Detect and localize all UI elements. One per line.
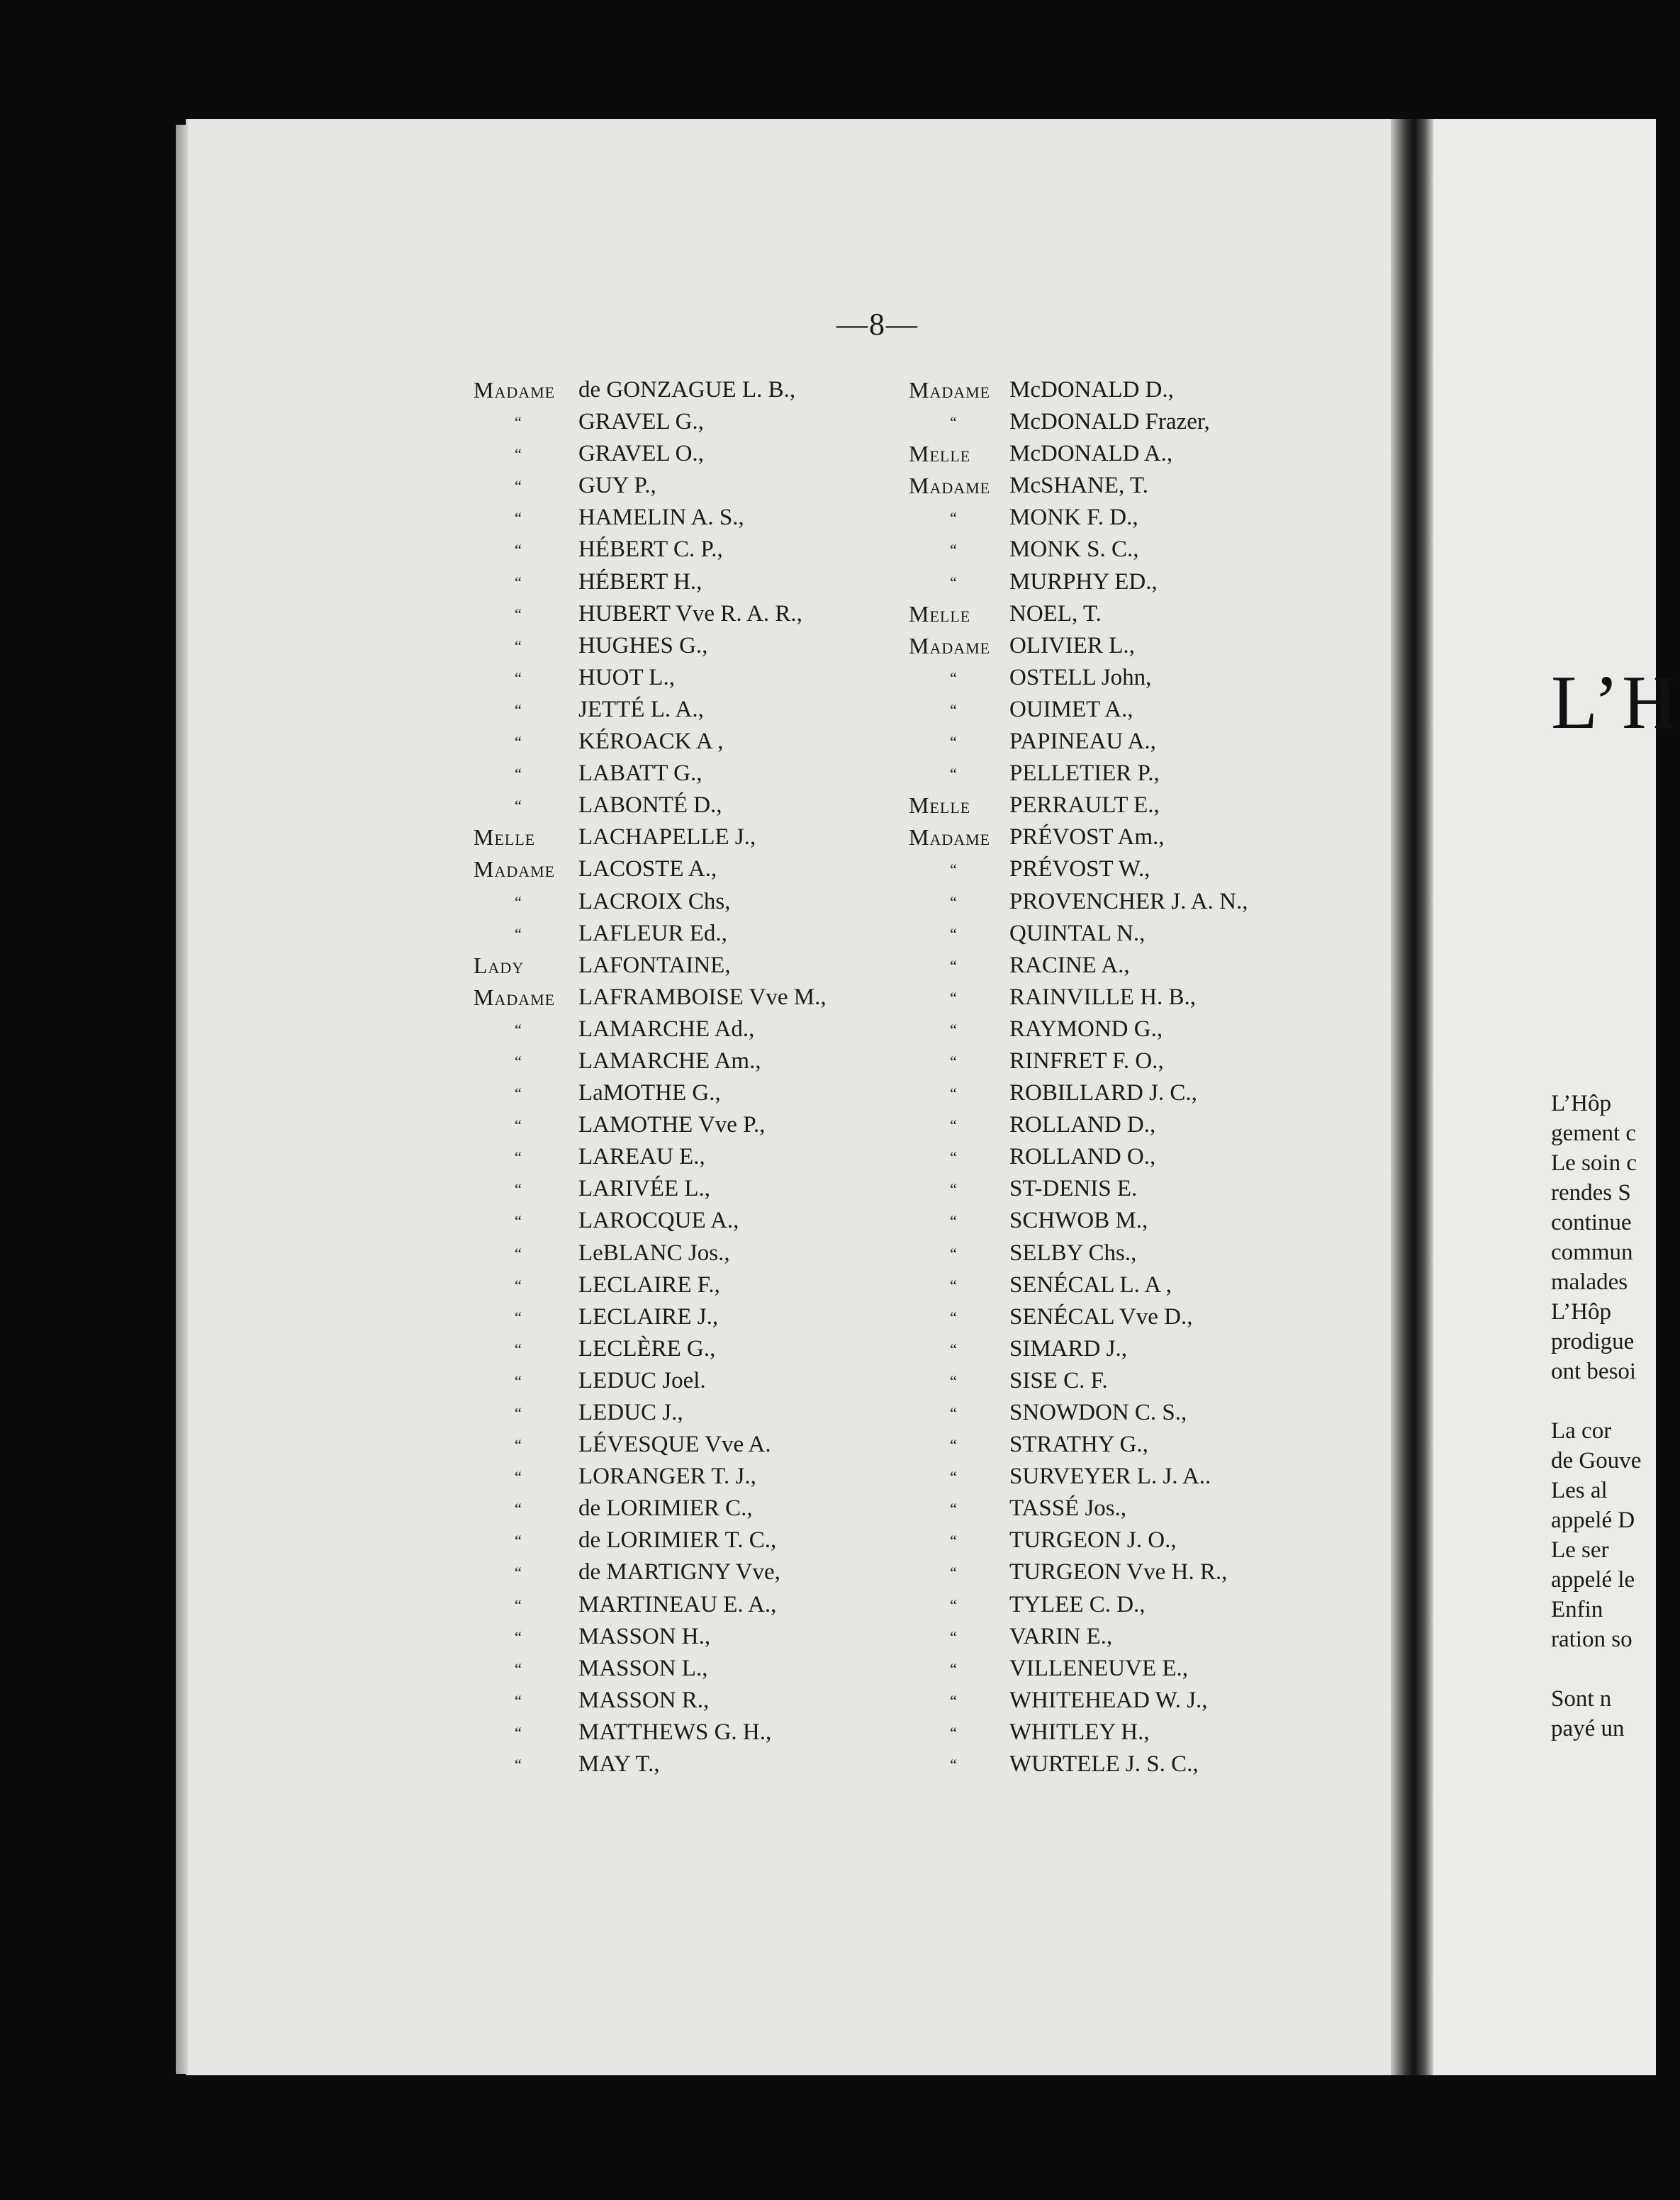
ditto-mark: “ bbox=[515, 1404, 522, 1422]
person-name: GRAVEL O., bbox=[578, 441, 704, 467]
page-number: —8— bbox=[836, 307, 919, 342]
list-item bbox=[474, 1014, 755, 1045]
list-item bbox=[474, 853, 717, 885]
ditto-mark: “ bbox=[950, 1052, 958, 1070]
ditto-mark: “ bbox=[950, 1180, 958, 1199]
list-item bbox=[909, 790, 1160, 821]
ditto-mark: “ bbox=[515, 1340, 522, 1358]
list-item bbox=[474, 1141, 705, 1173]
person-name: LACHAPELLE J., bbox=[578, 824, 756, 851]
list-item bbox=[909, 1238, 1137, 1269]
list-item bbox=[909, 726, 1156, 758]
list-item bbox=[474, 502, 744, 534]
list-item bbox=[909, 1109, 1156, 1141]
person-name: JETTÉ L. A., bbox=[578, 696, 704, 722]
person-name: LAREAU E., bbox=[578, 1144, 705, 1170]
honorific: Madame bbox=[474, 984, 556, 1010]
list-item bbox=[909, 534, 1139, 566]
list-item bbox=[909, 1365, 1108, 1397]
person-name: RAINVILLE H. B., bbox=[1009, 984, 1197, 1010]
list-item bbox=[474, 1077, 721, 1109]
person-name: LABATT G., bbox=[578, 761, 702, 787]
list-item bbox=[474, 1685, 710, 1717]
list-item bbox=[474, 1269, 720, 1301]
list-item bbox=[474, 1301, 719, 1333]
list-item bbox=[474, 1205, 739, 1237]
list-item bbox=[909, 1749, 1199, 1780]
person-name: McDONALD Frazer, bbox=[1009, 409, 1210, 435]
person-name: MASSON R., bbox=[578, 1687, 710, 1713]
person-name: RAYMOND G., bbox=[1009, 1016, 1163, 1042]
ditto-mark: “ bbox=[950, 765, 958, 783]
paragraph-line: L’Hôp bbox=[1551, 1091, 1611, 1116]
ditto-mark: “ bbox=[515, 1148, 522, 1167]
honorific: Melle bbox=[909, 600, 971, 627]
person-name: MASSON H., bbox=[578, 1623, 711, 1649]
list-item bbox=[909, 598, 1102, 630]
ditto-mark: “ bbox=[950, 1148, 958, 1167]
paragraph-line: Le ser bbox=[1551, 1537, 1609, 1563]
ditto-mark: “ bbox=[950, 1340, 958, 1358]
list-item bbox=[909, 662, 1152, 694]
honorific: Melle bbox=[909, 441, 971, 467]
list-item bbox=[474, 982, 827, 1014]
person-name: PELLETIER P., bbox=[1009, 761, 1160, 787]
ditto-mark: “ bbox=[515, 1627, 522, 1646]
paragraph-line bbox=[1551, 1654, 1641, 1684]
person-name: LORANGER T. J., bbox=[578, 1464, 756, 1490]
list-item bbox=[909, 1685, 1208, 1717]
list-item bbox=[909, 1493, 1127, 1525]
honorific: Madame bbox=[909, 377, 991, 403]
ditto-mark: “ bbox=[950, 1691, 958, 1710]
paragraph-line: continue bbox=[1551, 1210, 1632, 1235]
person-name: LAFONTAINE, bbox=[578, 952, 731, 978]
list-item bbox=[474, 950, 731, 982]
person-name: LACROIX Chs, bbox=[578, 888, 731, 914]
list-item bbox=[909, 1621, 1113, 1653]
paragraph-line: Enfin bbox=[1551, 1597, 1603, 1622]
paragraph-line: prodigue bbox=[1551, 1329, 1635, 1354]
person-name: STRATHY G., bbox=[1009, 1432, 1148, 1458]
list-item bbox=[909, 1269, 1172, 1301]
list-item bbox=[909, 1653, 1189, 1685]
person-name: LeBLANC Jos., bbox=[578, 1240, 730, 1266]
ditto-mark: “ bbox=[515, 1276, 522, 1294]
person-name: PROVENCHER J. A. N., bbox=[1009, 888, 1248, 914]
person-name: HAMELIN A. S., bbox=[578, 505, 744, 531]
person-name: LEDUC Joel. bbox=[578, 1367, 706, 1393]
list-item bbox=[909, 1141, 1156, 1173]
person-name: McDONALD D., bbox=[1009, 377, 1174, 403]
person-name: LACOSTE A., bbox=[578, 856, 717, 882]
honorific: Melle bbox=[474, 824, 536, 851]
person-name: SIMARD J., bbox=[1009, 1335, 1127, 1362]
list-item bbox=[909, 918, 1146, 950]
ditto-mark: “ bbox=[515, 797, 522, 815]
ditto-mark: “ bbox=[515, 1052, 522, 1070]
paragraph-line: de Gouve bbox=[1551, 1448, 1642, 1474]
person-name: SENÉCAL Vve D., bbox=[1009, 1303, 1193, 1330]
list-item bbox=[909, 982, 1197, 1014]
person-name: VILLENEUVE E., bbox=[1009, 1655, 1189, 1681]
list-item bbox=[474, 1045, 761, 1077]
list-item bbox=[474, 1525, 777, 1556]
person-name: HUOT L., bbox=[578, 664, 675, 690]
list-item bbox=[474, 726, 724, 758]
person-name: LAFLEUR Ed., bbox=[578, 920, 727, 946]
ditto-mark: “ bbox=[515, 1659, 522, 1678]
person-name: WURTELE J. S. C., bbox=[1009, 1751, 1199, 1778]
person-name: MASSON L., bbox=[578, 1655, 708, 1681]
list-item bbox=[909, 566, 1158, 598]
ditto-mark: “ bbox=[950, 1564, 958, 1582]
right-name-column bbox=[909, 374, 1248, 1780]
person-name: LAFRAMBOISE Vve M., bbox=[578, 984, 827, 1010]
list-item bbox=[474, 1429, 771, 1461]
person-name: MATTHEWS G. H., bbox=[578, 1719, 772, 1745]
ditto-mark: “ bbox=[515, 1468, 522, 1486]
ditto-mark: “ bbox=[515, 668, 522, 687]
ditto-mark: “ bbox=[515, 573, 522, 591]
ditto-mark: “ bbox=[515, 636, 522, 655]
person-name: ST-DENIS E. bbox=[1009, 1176, 1138, 1202]
list-item bbox=[474, 566, 702, 598]
ditto-mark: “ bbox=[515, 1564, 522, 1582]
honorific: Madame bbox=[909, 632, 991, 658]
paragraph-line: appelé le bbox=[1551, 1567, 1635, 1593]
person-name: MURPHY ED., bbox=[1009, 568, 1158, 595]
list-item bbox=[909, 1045, 1164, 1077]
person-name: de MARTIGNY Vve, bbox=[578, 1559, 780, 1586]
ditto-mark: “ bbox=[950, 1532, 958, 1550]
person-name: TASSÉ Jos., bbox=[1009, 1495, 1127, 1522]
list-item bbox=[474, 1621, 711, 1653]
list-item bbox=[474, 1493, 753, 1525]
ditto-mark: “ bbox=[950, 1723, 958, 1741]
list-item bbox=[909, 1173, 1138, 1205]
list-item bbox=[474, 886, 731, 918]
list-item bbox=[474, 1589, 777, 1621]
paragraph-line: appelé D bbox=[1551, 1508, 1635, 1533]
person-name: SNOWDON C. S., bbox=[1009, 1400, 1187, 1425]
left-page bbox=[186, 119, 1396, 2075]
list-item bbox=[474, 1749, 660, 1780]
ditto-mark: “ bbox=[950, 892, 958, 911]
paragraph-line: La cor bbox=[1551, 1418, 1612, 1444]
paragraph-line: malades bbox=[1551, 1269, 1628, 1295]
list-item bbox=[474, 598, 802, 630]
paragraph-line: payé un bbox=[1551, 1716, 1625, 1741]
person-name: MONK F. D., bbox=[1009, 505, 1138, 531]
list-item bbox=[474, 821, 756, 853]
ditto-mark: “ bbox=[515, 541, 522, 559]
ditto-mark: “ bbox=[950, 1276, 958, 1294]
person-name: VARIN E., bbox=[1009, 1623, 1113, 1649]
person-name: LECLAIRE F., bbox=[578, 1272, 720, 1298]
list-item bbox=[909, 1461, 1211, 1493]
ditto-mark: “ bbox=[950, 1212, 958, 1230]
honorific: Madame bbox=[909, 473, 991, 499]
ditto-mark: “ bbox=[950, 541, 958, 559]
ditto-mark: “ bbox=[950, 1084, 958, 1103]
list-item bbox=[909, 470, 1148, 502]
person-name: SENÉCAL L. A , bbox=[1009, 1272, 1172, 1298]
honorific: Madame bbox=[474, 856, 556, 882]
paragraph-line: Le soin c bbox=[1551, 1150, 1637, 1176]
person-name: HUGHES G., bbox=[578, 632, 708, 658]
ditto-mark: “ bbox=[950, 1436, 958, 1454]
list-item bbox=[474, 1653, 708, 1685]
person-name: OUIMET A., bbox=[1009, 696, 1133, 722]
list-item bbox=[909, 1205, 1148, 1237]
person-name: de LORIMIER C., bbox=[578, 1495, 753, 1522]
list-item bbox=[909, 1525, 1177, 1556]
person-name: LEDUC J., bbox=[578, 1400, 683, 1425]
person-name: LECLÈRE G., bbox=[578, 1335, 716, 1362]
list-item bbox=[474, 438, 704, 470]
paragraph-line: Les al bbox=[1551, 1478, 1608, 1503]
person-name: MONK S. C., bbox=[1009, 537, 1139, 563]
list-item bbox=[909, 853, 1150, 885]
ditto-mark: “ bbox=[515, 700, 522, 719]
ditto-mark: “ bbox=[950, 1756, 958, 1774]
person-name: LAMARCHE Ad., bbox=[578, 1016, 755, 1042]
list-item bbox=[474, 1109, 766, 1141]
list-item bbox=[474, 790, 722, 821]
list-item bbox=[474, 1238, 730, 1269]
paragraph-line: gement c bbox=[1551, 1121, 1637, 1146]
list-item bbox=[909, 438, 1173, 470]
list-item bbox=[474, 1365, 706, 1397]
person-name: KÉROACK A , bbox=[578, 729, 724, 755]
list-item bbox=[474, 758, 702, 790]
ditto-mark: “ bbox=[515, 924, 522, 943]
ditto-mark: “ bbox=[950, 1404, 958, 1422]
left-name-column bbox=[474, 374, 827, 1780]
ditto-mark: “ bbox=[515, 1595, 522, 1614]
ditto-mark: “ bbox=[950, 1659, 958, 1678]
list-item bbox=[909, 950, 1130, 982]
ditto-mark: “ bbox=[515, 1180, 522, 1199]
list-item bbox=[474, 1556, 780, 1588]
list-item bbox=[909, 821, 1165, 853]
ditto-mark: “ bbox=[515, 1212, 522, 1230]
person-name: SELBY Chs., bbox=[1009, 1240, 1137, 1266]
list-item bbox=[474, 406, 704, 438]
person-name: PRÉVOST W., bbox=[1009, 856, 1150, 882]
paragraph-line: commun bbox=[1551, 1240, 1633, 1265]
ditto-mark: “ bbox=[515, 413, 522, 432]
ditto-mark: “ bbox=[515, 605, 522, 623]
ditto-mark: “ bbox=[950, 1500, 958, 1518]
right-page-heading: L’H bbox=[1551, 661, 1680, 745]
book-gutter bbox=[1391, 119, 1433, 2075]
ditto-mark: “ bbox=[950, 1020, 958, 1038]
person-name: SURVEYER L. J. A.. bbox=[1009, 1464, 1211, 1490]
person-name: LARIVÉE L., bbox=[578, 1176, 711, 1202]
list-item bbox=[909, 406, 1210, 438]
list-item bbox=[474, 1173, 711, 1205]
list-item bbox=[909, 1333, 1127, 1365]
paragraph-line: ont besoi bbox=[1551, 1359, 1637, 1384]
list-item bbox=[909, 758, 1160, 790]
ditto-mark: “ bbox=[515, 1371, 522, 1390]
ditto-mark: “ bbox=[515, 1532, 522, 1550]
list-item bbox=[474, 374, 796, 406]
person-name: LaMOTHE G., bbox=[578, 1080, 721, 1106]
paragraph-line: ration so bbox=[1551, 1627, 1633, 1652]
ditto-mark: “ bbox=[950, 1244, 958, 1262]
paragraph-line: Sont n bbox=[1551, 1686, 1612, 1712]
person-name: TYLEE C. D., bbox=[1009, 1591, 1146, 1617]
person-name: MARTINEAU E. A., bbox=[578, 1591, 777, 1617]
ditto-mark: “ bbox=[950, 413, 958, 432]
ditto-mark: “ bbox=[950, 988, 958, 1006]
person-name: HÉBERT H., bbox=[578, 568, 702, 595]
person-name: LAMOTHE Vve P., bbox=[578, 1112, 766, 1138]
person-name: SCHWOB M., bbox=[1009, 1208, 1148, 1234]
person-name: GUY P., bbox=[578, 473, 656, 499]
person-name: McDONALD A., bbox=[1009, 441, 1173, 467]
ditto-mark: “ bbox=[950, 1468, 958, 1486]
honorific: Madame bbox=[474, 377, 556, 403]
person-name: LABONTÉ D., bbox=[578, 792, 722, 819]
ditto-mark: “ bbox=[515, 445, 522, 464]
person-name: HÉBERT C. P., bbox=[578, 537, 723, 563]
ditto-mark: “ bbox=[515, 1020, 522, 1038]
ditto-mark: “ bbox=[515, 1308, 522, 1326]
list-item bbox=[474, 1717, 772, 1749]
ditto-mark: “ bbox=[515, 1756, 522, 1774]
list-item bbox=[909, 1556, 1228, 1588]
ditto-mark: “ bbox=[515, 1436, 522, 1454]
person-name: PERRAULT E., bbox=[1009, 792, 1160, 819]
list-item bbox=[474, 918, 727, 950]
ditto-mark: “ bbox=[515, 509, 522, 527]
person-name: de GONZAGUE L. B., bbox=[578, 377, 796, 403]
ditto-mark: “ bbox=[950, 1627, 958, 1646]
person-name: ROBILLARD J. C., bbox=[1009, 1080, 1197, 1106]
right-page-text bbox=[1551, 1089, 1641, 1744]
person-name: TURGEON Vve H. R., bbox=[1009, 1559, 1228, 1586]
list-item bbox=[909, 630, 1135, 662]
ditto-mark: “ bbox=[515, 733, 522, 751]
ditto-mark: “ bbox=[950, 1116, 958, 1135]
list-item bbox=[474, 470, 656, 502]
list-item bbox=[474, 1397, 683, 1429]
list-item bbox=[909, 502, 1138, 534]
list-item bbox=[474, 694, 704, 726]
person-name: LECLAIRE J., bbox=[578, 1303, 719, 1330]
person-name: ROLLAND O., bbox=[1009, 1144, 1156, 1170]
person-name: GRAVEL G., bbox=[578, 409, 704, 435]
person-name: OSTELL John, bbox=[1009, 664, 1152, 690]
person-name: de LORIMIER T. C., bbox=[578, 1527, 777, 1554]
person-name: PRÉVOST Am., bbox=[1009, 824, 1165, 851]
person-name: PAPINEAU A., bbox=[1009, 729, 1156, 755]
person-name: WHITLEY H., bbox=[1009, 1719, 1150, 1745]
person-name: LÉVESQUE Vve A. bbox=[578, 1432, 771, 1458]
ditto-mark: “ bbox=[950, 956, 958, 975]
ditto-mark: “ bbox=[950, 924, 958, 943]
ditto-mark: “ bbox=[515, 1500, 522, 1518]
person-name: LAROCQUE A., bbox=[578, 1208, 739, 1234]
ditto-mark: “ bbox=[950, 700, 958, 719]
person-name: RINFRET F. O., bbox=[1009, 1048, 1164, 1074]
list-item bbox=[474, 1333, 716, 1365]
ditto-mark: “ bbox=[950, 1595, 958, 1614]
honorific: Lady bbox=[474, 952, 525, 978]
ditto-mark: “ bbox=[515, 1084, 522, 1103]
ditto-mark: “ bbox=[515, 1244, 522, 1262]
list-item bbox=[909, 1077, 1197, 1109]
ditto-mark: “ bbox=[515, 765, 522, 783]
list-item bbox=[474, 630, 708, 662]
ditto-mark: “ bbox=[950, 1308, 958, 1326]
paragraph-line bbox=[1551, 1386, 1641, 1416]
list-item bbox=[474, 662, 675, 694]
person-name: NOEL, T. bbox=[1009, 600, 1102, 627]
list-item bbox=[909, 1589, 1146, 1621]
person-name: LAMARCHE Am., bbox=[578, 1048, 761, 1074]
list-item bbox=[474, 534, 723, 566]
ditto-mark: “ bbox=[515, 1723, 522, 1741]
ditto-mark: “ bbox=[950, 1371, 958, 1390]
person-name: RACINE A., bbox=[1009, 952, 1130, 978]
list-item bbox=[909, 1429, 1148, 1461]
person-name: QUINTAL N., bbox=[1009, 920, 1146, 946]
person-name: OLIVIER L., bbox=[1009, 632, 1135, 658]
list-item bbox=[909, 1397, 1187, 1429]
person-name: TURGEON J. O., bbox=[1009, 1527, 1177, 1554]
ditto-mark: “ bbox=[950, 733, 958, 751]
list-item bbox=[909, 1717, 1150, 1749]
list-item bbox=[909, 1014, 1163, 1045]
ditto-mark: “ bbox=[950, 573, 958, 591]
ditto-mark: “ bbox=[950, 509, 958, 527]
person-name: HUBERT Vve R. A. R., bbox=[578, 600, 802, 627]
person-name: SISE C. F. bbox=[1009, 1367, 1108, 1393]
person-name: ROLLAND D., bbox=[1009, 1112, 1156, 1138]
list-item bbox=[909, 374, 1174, 406]
person-name: MAY T., bbox=[578, 1751, 660, 1778]
paragraph-line: rendes S bbox=[1551, 1180, 1631, 1206]
ditto-mark: “ bbox=[515, 1116, 522, 1135]
person-name: McSHANE, T. bbox=[1009, 473, 1148, 499]
paragraph-line: L’Hôp bbox=[1551, 1299, 1611, 1325]
honorific: Madame bbox=[909, 824, 991, 851]
person-name: WHITEHEAD W. J., bbox=[1009, 1687, 1208, 1713]
list-item bbox=[909, 886, 1248, 918]
list-item bbox=[909, 1301, 1193, 1333]
ditto-mark: “ bbox=[950, 668, 958, 687]
ditto-mark: “ bbox=[515, 477, 522, 495]
ditto-mark: “ bbox=[950, 860, 958, 879]
list-item bbox=[474, 1461, 756, 1493]
honorific: Melle bbox=[909, 792, 971, 819]
ditto-mark: “ bbox=[515, 1691, 522, 1710]
list-item bbox=[909, 694, 1133, 726]
ditto-mark: “ bbox=[515, 892, 522, 911]
